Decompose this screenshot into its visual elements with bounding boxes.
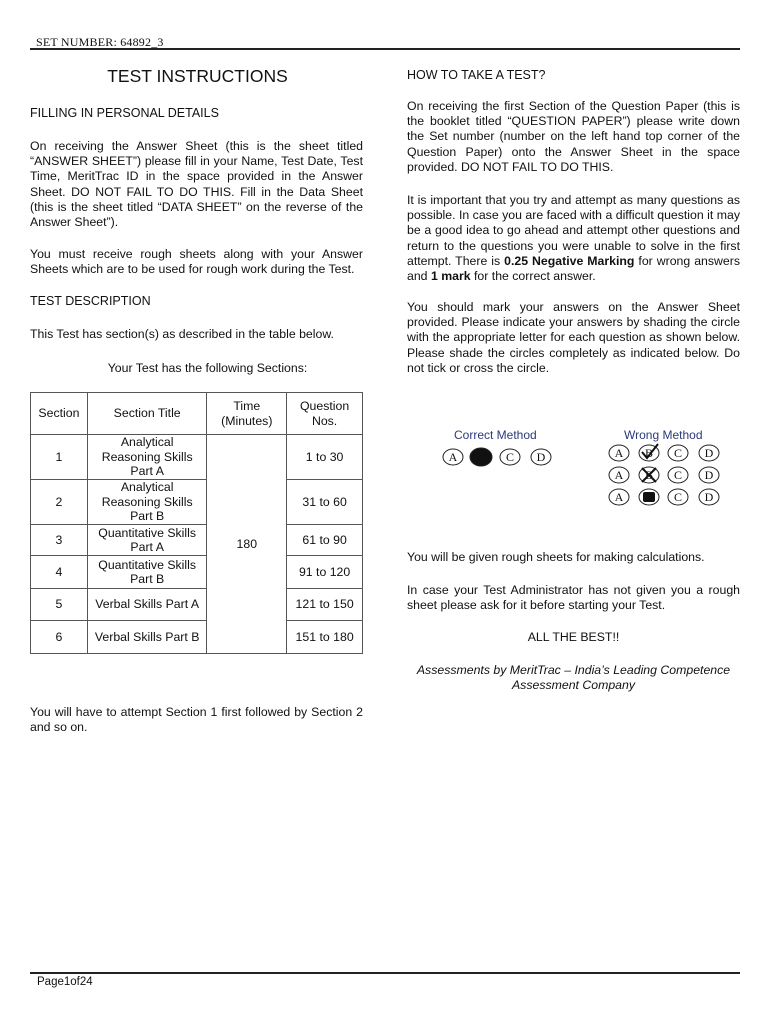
bubble-letter: D [704,490,714,504]
section-title: Verbal Skills Part A [87,589,207,621]
filling-paragraph-2: You must receive rough sheets along with your Answer Sheets which are to be used for rough work during the Test. [30,247,363,277]
all-the-best: ALL THE BEST!! [527,630,620,644]
header-time: Time (Minutes) [207,393,287,435]
one-mark-text: 1 mark [430,269,471,284]
bubble-letter: C [673,490,683,504]
table-row [31,480,363,525]
section-title: Quantitative Skills Part A [87,525,207,556]
how-paragraph-1: On receiving the first Section of the Question Paper (this is the booklet titled “QUESTION PAPER”) please write down the Set number (number on the left hand top corner of the Question Paper) onto the Answer Sheet in the space provided. DO NOT FAIL TO DO THIS. [407,99,740,174]
correct-method-bubbles [440,444,560,474]
bubble-letter: B [644,446,654,460]
table-row [31,525,363,556]
filling-heading: FILLING IN PERSONAL DETAILS [30,106,219,120]
description-heading: TEST DESCRIPTION [30,294,151,308]
section-number: 3 [31,525,88,556]
how-paragraph-2: It is important that you try and attempt as many questions as possible. In case you are faced with a difficult question it may be a good idea to go ahead and attempt other questions and return to the questions you were unable to solve in the first attempt. There is 0.25 Negative Marking for wrong answers and 1 mark for the correct answer. [407,193,740,284]
bubble-letter: C [673,446,683,460]
attempt-note: You will have to attempt Section 1 first followed by Section 2 and so on. [30,705,363,735]
header-rule [30,48,740,50]
wrong-method-label: Wrong Method [624,428,703,442]
section-title: Analytical Reasoning Skills Part A [87,435,207,480]
bubble-letter: D [536,450,546,464]
question-range: 31 to 60 [287,480,363,525]
description-paragraph: This Test has section(s) as described in the table below. [30,327,334,341]
section-title: Verbal Skills Part B [87,621,207,654]
page-title: TEST INSTRUCTIONS [107,66,288,86]
sections-table [30,392,363,654]
negative-marking-text: 0.25 Negative Marking [504,253,635,268]
bubble-letter: B [644,468,654,482]
bubble-letter: D [704,446,714,460]
table-row [31,589,363,621]
company-tagline: Assessments by MeritTrac – India’s Leading Competence Assessment Company [416,663,731,693]
bubble-letter: A [448,450,458,464]
section-number: 2 [31,480,88,525]
set-number: SET NUMBER: 64892_3 [36,35,164,49]
correct-method-label: Correct Method [454,428,537,442]
admin-note: In case your Test Administrator has not given you a rough sheet please ask for it before starting your Test. [407,583,740,613]
bubble-letter: C [673,468,683,482]
section-number: 5 [31,589,88,621]
table-row [31,435,363,480]
section-number: 4 [31,556,88,589]
how-heading: HOW TO TAKE A TEST? [407,68,546,82]
section-title: Quantitative Skills Part B [87,556,207,589]
section-number: 1 [31,435,88,480]
header-question-nos: Question Nos. [287,393,363,435]
question-range: 61 to 90 [287,525,363,556]
how-paragraph-3: You should mark your answers on the Answer Sheet provided. Please indicate your answers by shading the circle with the appropriate letter for each question as shown below. Please shade the circles completely as indicated below. Do not tick or cross the circle. [407,300,740,375]
question-range: 1 to 30 [287,435,363,480]
section-number: 6 [31,621,88,654]
bubble-letter: A [614,468,624,482]
table-row [31,556,363,589]
footer-rule [30,972,740,974]
filling-paragraph-1: On receiving the Answer Sheet (this is the sheet titled “ANSWER SHEET”) please fill in your Name, Test Date, Test Time, MeritTrac ID in the space provided in the Answer Sheet. DO NOT FAIL TO DO THIS. Fill in the Data Sheet (this is the sheet titled “DATA SHEET” on the reverse of the Answer Sheet”). [30,139,363,230]
bubble-b-shaded [470,448,492,466]
question-range: 151 to 180 [287,621,363,654]
header-section-title: Section Title [87,393,207,435]
question-range: 121 to 150 [287,589,363,621]
bubble-letter: C [505,450,515,464]
wrong-method-bubbles [606,442,730,510]
sections-intro: Your Test has the following Sections: [107,361,308,375]
bubble-letter: A [614,446,624,460]
bubble-letter: D [704,468,714,482]
page-number: Page1of24 [37,976,93,988]
time-minutes: 180 [207,435,287,654]
header-section: Section [31,393,88,435]
bubble-letter: A [614,490,624,504]
question-range: 91 to 120 [287,556,363,589]
table-header-row [31,393,363,435]
table-row [31,621,363,654]
section-title: Analytical Reasoning Skills Part B [87,480,207,525]
partial-shade-icon [643,492,655,502]
rough-sheets-note: You will be given rough sheets for making calculations. [407,550,705,564]
